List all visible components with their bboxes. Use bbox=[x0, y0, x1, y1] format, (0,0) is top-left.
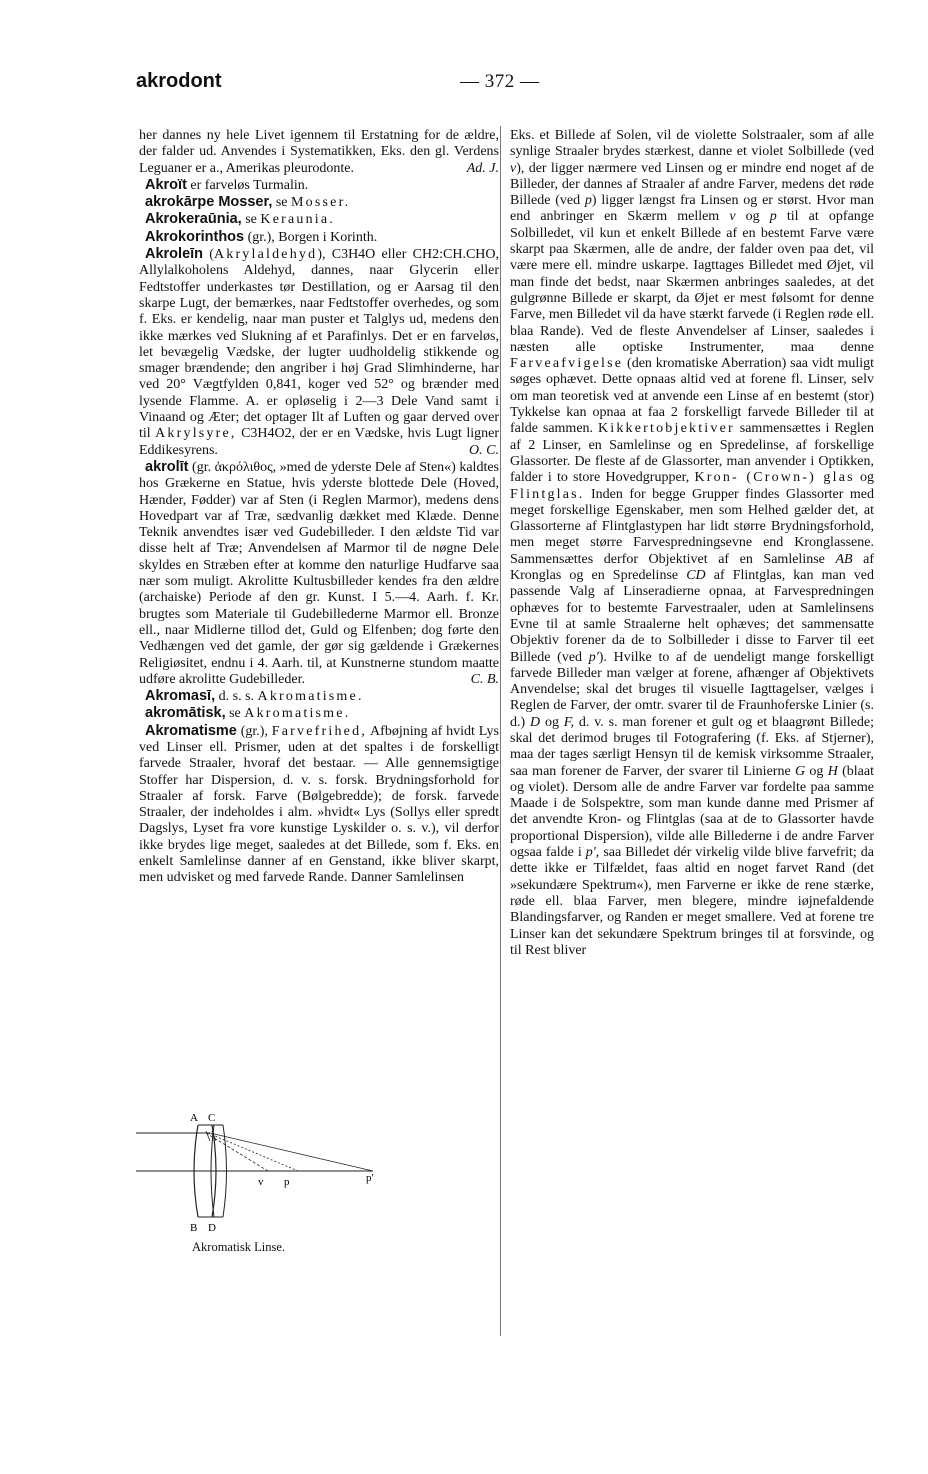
right-column bbox=[510, 128, 874, 959]
label-A: A bbox=[190, 1112, 198, 1124]
page-number: — 372 — bbox=[460, 71, 540, 92]
label-p-prime: p' bbox=[366, 1172, 374, 1184]
entry-akromasi: Akromasī, d. s. s. Akromatisme. bbox=[145, 688, 364, 705]
entry-akrokorinthos: Akrokorinthos (gr.), Borgen i Korinth. bbox=[145, 228, 378, 245]
figure-achromatic-lens bbox=[128, 1103, 378, 1287]
page-header bbox=[136, 70, 836, 100]
entry-akromatisme: Akromatisme (gr.), Farvefrihed, Afbøjning af hvidt Lys ved Linser ell. Prismer, uden at det spaltes i de forskelligt farvede Straaler, hvoraf det bestaar. — Alle gennemsigtige Stoffer har Dispersion, d. v. s. forsk. Brydningsforhold for Straaler af forsk. Farve (Bølgebredde); de forsk. farvede Straaler, der indeholdes i alm. »hvidt« Lys (Sollys eller spredt Dagslys, Lyset fra vore kunstige Lyskilder o. s. v.), vil derfor ikke brydes lige meget, saaledes at det Billede, som f. Eks. en enkelt Samlelinse danner af en Genstand, ikke bliver skarpt, men udvisket og med farvede Rande. Danner Samlelinsen bbox=[139, 722, 499, 886]
left-column bbox=[139, 128, 499, 887]
label-v: v bbox=[258, 1176, 264, 1188]
entry-akroit: Akroït er farveløs Turmalin. bbox=[145, 176, 309, 193]
label-p: p bbox=[284, 1176, 290, 1188]
column-divider bbox=[500, 126, 501, 1336]
entry-akromatisk: akromātisk, se Akromatisme. bbox=[145, 705, 351, 722]
entry-akrokarpe: akrokārpe Mosser, se Mosser. bbox=[145, 194, 351, 211]
entry-akrolit: akrolīt (gr. ἀκρόλιθος, »med de yderste Dele af Sten«) kaldtes hos Grækerne en Statue, hvis yderste blottede Dele (Hoved, Hænder, Fødder) var af Sten (i Reglen Marmor), medens dens Hovedpart var af Træ, sædvanlig dækket med Klæde. Denne Teknik anvendtes især ved Gudebilleder. I den ældste Tid var disse helt af Træ; Anvendelsen af Marmor til de nøgne Dele skyldes en Stræben efter at komme den naturlige Hudfarve saa nær som muligt. Akrolitte Kultusbilleder kendes fra den ældre (archaiske) Periode af den gr. Kunst. I 5.—4. Aarh. f. Kr. brugtes som Materiale til Gudebillederne Marmor ell. Bronze ell., naar Midlerne tillod det, Guld og Elfenben; dog førte den Vedhængen ved det gamle, der gør sig gældende i Grækernes Religiøsitet, endnu i 4. Aarh. til, at Kunstnerne stundom maatte udføre akrolitte Gudebilleder. C. B. bbox=[139, 458, 499, 687]
running-headword: akrodont bbox=[136, 70, 222, 92]
entry-akrolein: Akroleīn (Akrylaldehyd), C3H4O eller CH2:CH.CHO, Allylalkoholens Aldehyd, dannes, naar Glycerin eller Fedtstoffer underkastes tør Destillation, og er Aarsag til den skarpe Lugt, der bemærkes, naar Fedtstoffer overhedes, og som f. Eks. er kendelig, naar man puster et Talglys ud, medens den ikke mærkes ved Slukning af et Parafinlys. Det er en farveløs, let bevægelig Vædske, der lugter uudholdelig stikkende og smager brændende; den angriber i høj Grad Slimhinderne, har ved 20° Vægtfylden 0,841, koger ved 52° og brænder med lysende Flamme. A. er opløselig i 2—3 Dele Vand samt i Vinaand og Æter; det optager Ilt af Luften og gaar derved over til Akrylsyre, C3H4O2, der er en Vædske, hvis Lugt ligner Eddikesyrens. O. C. bbox=[139, 246, 500, 458]
entry-continuation: her dannes ny hele Livet igennem til Erstatning for de ældre, der falder ud. Anvendes i Systematikken, Eks. den gl. Verdens Leguaner er a., Amerikas pleurodonte. Ad. J. bbox=[139, 128, 499, 176]
ray-red bbox=[208, 1133, 298, 1171]
figure-caption: Akromatisk Linse. bbox=[192, 1240, 286, 1254]
lens-diagram bbox=[128, 1103, 378, 1263]
label-D: D bbox=[208, 1222, 216, 1234]
label-C: C bbox=[208, 1112, 216, 1124]
label-B: B bbox=[190, 1222, 198, 1234]
ray-corrected bbox=[210, 1133, 373, 1171]
entry-akrokeraunia: Akrokeraūnia, se Keraunia. bbox=[145, 211, 335, 228]
entry-akromatisme-continued: Eks. et Billede af Solen, vil de violette Solstraaler, som af alle synlige Straaler brydes stærkest, danne et violet Solbillede (ved v), der ligger nærmere ved Linsen og er mindre end noget af de Billeder, der dannes af Straaler af andre Farver, medens det røde Billede (ved p) ligger længst fra Linsen og er størst. Hvor man end anbringer en Skærm mellem v og p til at opfange Solbilledet, vil kun et enkelt Billede af en bestemt Farve være skarpt paa Skærmen, alle de andre, der falder oven paa det, vil være mere ell. mindre uskarpe. Iagttages Billedet med Øjet, vil man finde det bedst, naar Skærmen anbringes saaledes, at det gulgrønne Billede er skarpt, da Øjet er mest følsomt for denne Farve, men Billedet vil da have stærkt farvede (i Reglen røde ell. blaa Rande). Ved de fleste Anvendelser af Linser, saaledes i næsten alle optiske Instrumenter, maa denne Farveafvigelse (den kromatiske Aberration) saa vidt muligt søges ophævet. Dette opnaas altid ved at forene fl. Linser, selv om man teoretisk ved at anvende een Linse af en bestemt (stor) Tykkelse kan opnaa at faa 2 forskelligt farvede Billeder til at falde sammen. Kikkertobjektiver sammensættes i Reglen af 2 Linser, en Samlelinse og en Spredelinse, af forskellige Glassorter. De fleste af de Glassorter, man anvender i Optikken, falder i to store Hovedgrupper, Kron- (Crown-) glas og Flintglas. Inden for begge Grupper findes Glassorter med meget forskellige Egenskaber, men som Helhed gælder det, at Glassorterne af Flintglastypen har lidt større Brydningsforhold, men meget større Farvespredningsevne end Kronglassene. Sammensættes derfor Objektivet af en Samlelinse AB af Kronglas og en Spredelinse CD af Flintglas, kan man ved passende Valg af Linseradierne opnaa, at Farvespredningen ophæves for to bestemte Farvestraaler, uden at Samlelinsens Evne til at samle Straalerne helt ophæves; det sammensatte Objektiv forener da de to Solbilleder i disse to Farver til eet Billede (ved p'). Hvilke to af de uendeligt mange forskelligt farvede Billeder man vælger at forene, afhænger af Objektivets Anvendelse; skal det bruges til visuelle Iagttagelser, vælges i Reglen de Farver, der omtr. svarer til de Fraunhoferske Linier (s. d.) D og F, d. v. s. man forener et gult og et blaagrønt Billede; skal det derimod bruges til Fotografering (f. Eks. af Stjerner), maa der tages særligt Hensyn til de kemisk virksomme Straaler, saa man forener de Farver, der svarer til Linierne G og H (blaat og violet). Dersom alle de andre Farver var fordelte paa samme Maade i de Solspektre, som man kunde danne med Prismer af det anvendte Kron- og Flintglas (saa at de to Glassorter havde proportional Dispersion), vilde alle Billederne i de andre Farver ogsaa falde i p', saa Billedet dér virkelig vilde blive farvefrit; da dette ikke er Tilfældet, faas altid en noget farvet Rand (det »sekundære Spektrum«), men Farverne er ikke de rene stærke, røde ell. blaa Farver, men blegere, mindre iøjnefaldende Blandingsfarver, og Randen er meget smallere. Ved at forene tre Linser kan det sekundære Spektrum bringes til at forsvinde, og til Rest bliver bbox=[510, 128, 875, 958]
